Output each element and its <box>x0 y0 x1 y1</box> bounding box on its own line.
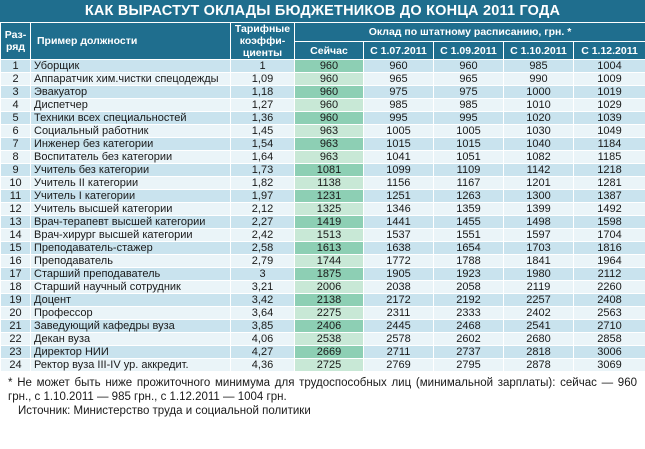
coef-cell: 1,97 <box>231 190 295 203</box>
salary-oct-cell: 1020 <box>504 112 574 125</box>
salary-now-cell: 1325 <box>295 203 364 216</box>
coef-cell: 4,36 <box>231 359 295 372</box>
salary-sep-cell: 2602 <box>434 333 504 346</box>
salary-now-cell: 1231 <box>295 190 364 203</box>
salary-sep-cell: 1359 <box>434 203 504 216</box>
salary-now-cell: 2275 <box>295 307 364 320</box>
salary-oct-cell: 1703 <box>504 242 574 255</box>
rank-cell: 3 <box>1 86 31 99</box>
position-cell: Врач-терапевт высшей категории <box>31 216 231 229</box>
coef-cell: 2,12 <box>231 203 295 216</box>
rank-cell: 23 <box>1 346 31 359</box>
table-row <box>1 112 645 125</box>
salary-jul-cell: 975 <box>364 86 434 99</box>
coef-cell: 3,85 <box>231 320 295 333</box>
position-cell: Старший научный сотрудник <box>31 281 231 294</box>
salary-jul-cell: 1005 <box>364 125 434 138</box>
salary-jul-cell: 1156 <box>364 177 434 190</box>
coef-cell: 1,09 <box>231 73 295 86</box>
table-row <box>1 359 645 372</box>
salary-sep-cell: 995 <box>434 112 504 125</box>
table-row <box>1 138 645 151</box>
salary-oct-cell: 990 <box>504 73 574 86</box>
salary-oct-cell: 1201 <box>504 177 574 190</box>
table-row <box>1 60 645 73</box>
salary-dec-cell: 2858 <box>574 333 645 346</box>
salary-jul-cell: 985 <box>364 99 434 112</box>
rank-cell: 11 <box>1 190 31 203</box>
position-cell: Врач-хирург высшей категории <box>31 229 231 242</box>
table-row <box>1 216 645 229</box>
position-cell: Учитель без категории <box>31 164 231 177</box>
table-row <box>1 242 645 255</box>
salary-dec-cell: 1964 <box>574 255 645 268</box>
salary-jul-cell: 965 <box>364 73 434 86</box>
salary-sep-cell: 1051 <box>434 151 504 164</box>
rank-cell: 2 <box>1 73 31 86</box>
salary-sep-cell: 1005 <box>434 125 504 138</box>
salary-dec-cell: 2710 <box>574 320 645 333</box>
coef-cell: 3 <box>231 268 295 281</box>
table-row <box>1 125 645 138</box>
salary-sep-cell: 2333 <box>434 307 504 320</box>
header-coef: Тарифные коэффи-циенты <box>231 23 295 60</box>
rank-cell: 7 <box>1 138 31 151</box>
position-cell: Техники всех специальностей <box>31 112 231 125</box>
salary-oct-cell: 1142 <box>504 164 574 177</box>
salary-dec-cell: 1704 <box>574 229 645 242</box>
salary-oct-cell: 1010 <box>504 99 574 112</box>
rank-cell: 17 <box>1 268 31 281</box>
salary-dec-cell: 1039 <box>574 112 645 125</box>
coef-cell: 2,79 <box>231 255 295 268</box>
salary-now-cell: 960 <box>295 99 364 112</box>
salary-jul-cell: 1251 <box>364 190 434 203</box>
rank-cell: 18 <box>1 281 31 294</box>
salary-sep-cell: 1923 <box>434 268 504 281</box>
position-cell: Старший преподаватель <box>31 268 231 281</box>
salary-oct-cell: 1498 <box>504 216 574 229</box>
salary-dec-cell: 1185 <box>574 151 645 164</box>
salary-oct-cell: 2878 <box>504 359 574 372</box>
salary-jul-cell: 1638 <box>364 242 434 255</box>
salary-now-cell: 2138 <box>295 294 364 307</box>
salary-dec-cell: 1029 <box>574 99 645 112</box>
coef-cell: 4,27 <box>231 346 295 359</box>
salary-oct-cell: 985 <box>504 60 574 73</box>
salary-dec-cell: 1009 <box>574 73 645 86</box>
table-row <box>1 86 645 99</box>
rank-cell: 12 <box>1 203 31 216</box>
position-cell: Воспитатель без категории <box>31 151 231 164</box>
position-cell: Ректор вуза III-IV ур. аккредит. <box>31 359 231 372</box>
salary-sep-cell: 1109 <box>434 164 504 177</box>
rank-cell: 10 <box>1 177 31 190</box>
table-row <box>1 99 645 112</box>
salary-sep-cell: 975 <box>434 86 504 99</box>
salary-sep-cell: 1015 <box>434 138 504 151</box>
source-note: Источник: Министерство труда и социальной политики <box>18 405 311 417</box>
salary-sep-cell: 1551 <box>434 229 504 242</box>
coef-cell: 1,82 <box>231 177 295 190</box>
position-cell: Доцент <box>31 294 231 307</box>
header-position: Пример должности <box>31 23 231 60</box>
salary-now-cell: 2669 <box>295 346 364 359</box>
salary-dec-cell: 1598 <box>574 216 645 229</box>
salary-dec-cell: 1019 <box>574 86 645 99</box>
table-body <box>1 60 645 372</box>
table-header <box>1 23 645 60</box>
coef-cell: 1,18 <box>231 86 295 99</box>
table-row <box>1 164 645 177</box>
salary-oct-cell: 2402 <box>504 307 574 320</box>
table-row <box>1 346 645 359</box>
table-row <box>1 320 645 333</box>
table-row <box>1 229 645 242</box>
salary-sep-cell: 1263 <box>434 190 504 203</box>
salary-now-cell: 1513 <box>295 229 364 242</box>
position-cell: Учитель I категории <box>31 190 231 203</box>
salary-jul-cell: 2769 <box>364 359 434 372</box>
salary-now-cell: 2006 <box>295 281 364 294</box>
salary-now-cell: 1744 <box>295 255 364 268</box>
salary-now-cell: 1875 <box>295 268 364 281</box>
coef-cell: 2,58 <box>231 242 295 255</box>
salary-now-cell: 963 <box>295 151 364 164</box>
salary-dec-cell: 1281 <box>574 177 645 190</box>
rank-cell: 5 <box>1 112 31 125</box>
table-row <box>1 268 645 281</box>
table-row <box>1 333 645 346</box>
coef-cell: 3,42 <box>231 294 295 307</box>
salary-dec-cell: 1004 <box>574 60 645 73</box>
salary-jul-cell: 2311 <box>364 307 434 320</box>
header-period-now: Сейчас <box>295 42 364 60</box>
coef-cell: 1,27 <box>231 99 295 112</box>
salary-dec-cell: 3006 <box>574 346 645 359</box>
position-cell: Преподаватель <box>31 255 231 268</box>
salary-jul-cell: 2038 <box>364 281 434 294</box>
coef-cell: 1 <box>231 60 295 73</box>
salary-jul-cell: 1346 <box>364 203 434 216</box>
header-salary-group: Оклад по штатному расписанию, грн. * <box>295 23 645 42</box>
salary-oct-cell: 1597 <box>504 229 574 242</box>
table-row <box>1 190 645 203</box>
salary-sep-cell: 960 <box>434 60 504 73</box>
table-row <box>1 307 645 320</box>
salary-oct-cell: 1000 <box>504 86 574 99</box>
position-cell: Инженер без категории <box>31 138 231 151</box>
salary-oct-cell: 1980 <box>504 268 574 281</box>
salary-jul-cell: 1041 <box>364 151 434 164</box>
salary-now-cell: 2406 <box>295 320 364 333</box>
rank-cell: 15 <box>1 242 31 255</box>
salary-now-cell: 960 <box>295 86 364 99</box>
position-cell: Учитель высшей категории <box>31 203 231 216</box>
salary-jul-cell: 1772 <box>364 255 434 268</box>
salary-sep-cell: 1455 <box>434 216 504 229</box>
salary-jul-cell: 2172 <box>364 294 434 307</box>
position-cell: Заведующий кафедры вуза <box>31 320 231 333</box>
salary-oct-cell: 2680 <box>504 333 574 346</box>
salary-jul-cell: 2445 <box>364 320 434 333</box>
salary-sep-cell: 985 <box>434 99 504 112</box>
coef-cell: 3,21 <box>231 281 295 294</box>
coef-cell: 1,73 <box>231 164 295 177</box>
rank-cell: 24 <box>1 359 31 372</box>
salary-sep-cell: 1654 <box>434 242 504 255</box>
table-title: КАК ВЫРАСТУТ ОКЛАДЫ БЮДЖЕТНИКОВ ДО КОНЦА 2011 ГОДА <box>0 0 645 22</box>
rank-cell: 19 <box>1 294 31 307</box>
salary-dec-cell: 2408 <box>574 294 645 307</box>
salary-dec-cell: 2112 <box>574 268 645 281</box>
salary-jul-cell: 1905 <box>364 268 434 281</box>
salary-oct-cell: 1300 <box>504 190 574 203</box>
header-period-jul: С 1.07.2011 <box>364 42 434 60</box>
salary-jul-cell: 995 <box>364 112 434 125</box>
position-cell: Социальный работник <box>31 125 231 138</box>
salary-oct-cell: 2119 <box>504 281 574 294</box>
salary-now-cell: 1613 <box>295 242 364 255</box>
position-cell: Аппаратчик хим.чистки спецодежды <box>31 73 231 86</box>
salary-sep-cell: 2058 <box>434 281 504 294</box>
salary-now-cell: 1419 <box>295 216 364 229</box>
rank-cell: 20 <box>1 307 31 320</box>
coef-cell: 4,06 <box>231 333 295 346</box>
position-cell: Уборщик <box>31 60 231 73</box>
table-row <box>1 177 645 190</box>
salary-oct-cell: 2541 <box>504 320 574 333</box>
header-rank: Раз-ряд <box>1 23 31 60</box>
salary-dec-cell: 1184 <box>574 138 645 151</box>
table-row <box>1 281 645 294</box>
position-cell: Преподаватель-стажер <box>31 242 231 255</box>
table-row <box>1 73 645 86</box>
salary-sep-cell: 2192 <box>434 294 504 307</box>
salary-oct-cell: 2818 <box>504 346 574 359</box>
salary-jul-cell: 1015 <box>364 138 434 151</box>
salary-jul-cell: 2711 <box>364 346 434 359</box>
salary-dec-cell: 1492 <box>574 203 645 216</box>
rank-cell: 22 <box>1 333 31 346</box>
rank-cell: 1 <box>1 60 31 73</box>
position-cell: Профессор <box>31 307 231 320</box>
salary-now-cell: 960 <box>295 60 364 73</box>
salary-jul-cell: 2578 <box>364 333 434 346</box>
table-row <box>1 203 645 216</box>
position-cell: Эвакуатор <box>31 86 231 99</box>
salary-dec-cell: 1218 <box>574 164 645 177</box>
coef-cell: 2,27 <box>231 216 295 229</box>
position-cell: Декан вуза <box>31 333 231 346</box>
salary-jul-cell: 1537 <box>364 229 434 242</box>
table-row <box>1 151 645 164</box>
coef-cell: 2,42 <box>231 229 295 242</box>
rank-cell: 4 <box>1 99 31 112</box>
salary-oct-cell: 1841 <box>504 255 574 268</box>
table-row <box>1 255 645 268</box>
position-cell: Директор НИИ <box>31 346 231 359</box>
salary-oct-cell: 1399 <box>504 203 574 216</box>
salary-jul-cell: 1099 <box>364 164 434 177</box>
salary-dec-cell: 1387 <box>574 190 645 203</box>
header-period-oct: С 1.10.2011 <box>504 42 574 60</box>
salary-sep-cell: 2468 <box>434 320 504 333</box>
salary-sep-cell: 1788 <box>434 255 504 268</box>
coef-cell: 3,64 <box>231 307 295 320</box>
coef-cell: 1,45 <box>231 125 295 138</box>
salary-sep-cell: 2737 <box>434 346 504 359</box>
salary-oct-cell: 1030 <box>504 125 574 138</box>
rank-cell: 13 <box>1 216 31 229</box>
salary-jul-cell: 1441 <box>364 216 434 229</box>
salary-now-cell: 963 <box>295 125 364 138</box>
coef-cell: 1,54 <box>231 138 295 151</box>
table-row <box>1 294 645 307</box>
salary-now-cell: 963 <box>295 138 364 151</box>
salary-dec-cell: 1816 <box>574 242 645 255</box>
salary-dec-cell: 1049 <box>574 125 645 138</box>
salary-oct-cell: 1082 <box>504 151 574 164</box>
position-cell: Учитель II категории <box>31 177 231 190</box>
salary-oct-cell: 1040 <box>504 138 574 151</box>
rank-cell: 6 <box>1 125 31 138</box>
rank-cell: 16 <box>1 255 31 268</box>
salary-sep-cell: 1167 <box>434 177 504 190</box>
salary-jul-cell: 960 <box>364 60 434 73</box>
coef-cell: 1,64 <box>231 151 295 164</box>
salary-now-cell: 1081 <box>295 164 364 177</box>
salary-now-cell: 2538 <box>295 333 364 346</box>
salary-now-cell: 960 <box>295 73 364 86</box>
salary-table <box>0 22 645 372</box>
footnote: * Не может быть ниже прожиточного минимума для трудоспособных лиц (минимальной зарплаты): сейчас — 960 грн., с 1.10.2011 — 985 грн., с 1.12.2011 — 1004 грн. <box>8 377 637 403</box>
salary-oct-cell: 2257 <box>504 294 574 307</box>
salary-sep-cell: 2795 <box>434 359 504 372</box>
salary-dec-cell: 3069 <box>574 359 645 372</box>
salary-now-cell: 2725 <box>295 359 364 372</box>
rank-cell: 8 <box>1 151 31 164</box>
salary-now-cell: 960 <box>295 112 364 125</box>
salary-dec-cell: 2260 <box>574 281 645 294</box>
rank-cell: 14 <box>1 229 31 242</box>
rank-cell: 9 <box>1 164 31 177</box>
salary-sep-cell: 965 <box>434 73 504 86</box>
coef-cell: 1,36 <box>231 112 295 125</box>
salary-dec-cell: 2563 <box>574 307 645 320</box>
rank-cell: 21 <box>1 320 31 333</box>
position-cell: Диспетчер <box>31 99 231 112</box>
salary-now-cell: 1138 <box>295 177 364 190</box>
header-period-sep: С 1.09.2011 <box>434 42 504 60</box>
header-period-dec: С 1.12.2011 <box>574 42 645 60</box>
